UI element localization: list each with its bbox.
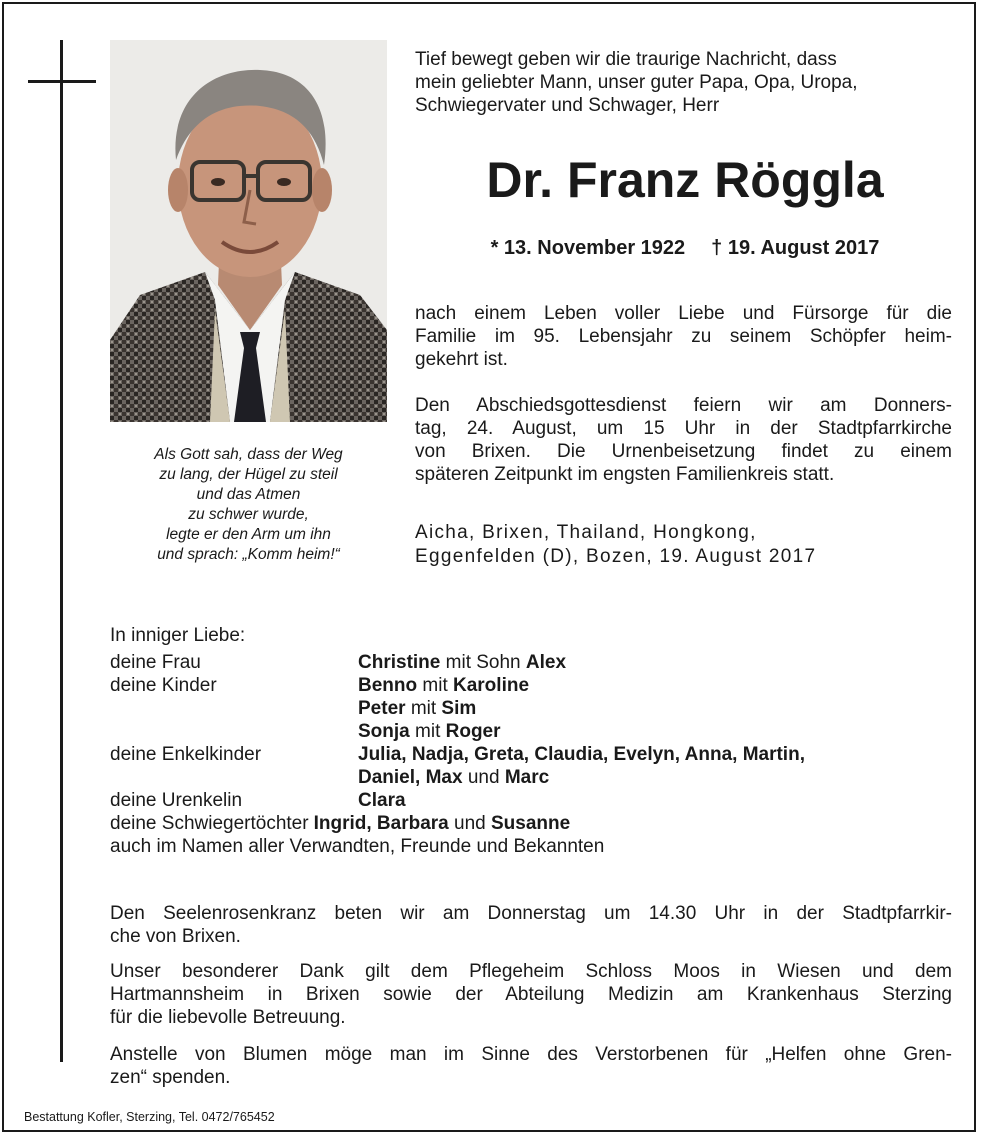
family-list bbox=[110, 624, 970, 858]
poem-line: und das Atmen bbox=[196, 486, 301, 503]
family-heading: In inniger Liebe: bbox=[110, 625, 246, 646]
intro-line: mein geliebter Mann, unser guter Papa, Opa, Uropa, bbox=[415, 72, 858, 93]
birth-date: * 13. November 1922 bbox=[490, 237, 686, 259]
paragraph-line: Den Abschiedsgottesdienst feiern wir am Donners- bbox=[415, 395, 952, 416]
paragraph-service bbox=[415, 394, 952, 486]
family-row bbox=[110, 720, 970, 743]
relation-names: Daniel, Max und Marc bbox=[358, 767, 550, 788]
notice-line: Unser besonderer Dank gilt dem Pflegeheim Schloss Moos in Wiesen und dem bbox=[110, 961, 952, 982]
paragraph-line: Familie im 95. Lebensjahr zu seinem Schöpfer heim- bbox=[415, 326, 952, 347]
notice-line: Den Seelenrosenkranz beten wir am Donnerstag um 14.30 Uhr in der Stadtpfarrkir- bbox=[110, 903, 952, 924]
paragraph-life bbox=[415, 302, 952, 371]
relation-names: Julia, Nadja, Greta, Claudia, Evelyn, Anna, Martin, bbox=[358, 744, 805, 765]
paragraph-line: von Brixen. Die Urnenbeisetzung findet zu einem bbox=[415, 441, 952, 462]
notice-line: che von Brixen. bbox=[110, 926, 241, 947]
poem-line: legte er den Arm um ihn bbox=[166, 526, 331, 543]
relation-names: Ingrid, Barbara und Susanne bbox=[313, 813, 571, 834]
death-date: † 19. August 2017 bbox=[711, 237, 880, 259]
rosary-notice bbox=[110, 902, 952, 948]
life-dates bbox=[415, 236, 955, 260]
relation-label: deine Schwiegertöchter bbox=[110, 813, 309, 834]
paragraph-line: tag, 24. August, um 15 Uhr in der Stadtpfarrkirche bbox=[415, 418, 952, 439]
intro-line: Schwiegervater und Schwager, Herr bbox=[415, 95, 720, 116]
places-line: Eggenfelden (D), Bozen, 19. August 2017 bbox=[415, 546, 817, 567]
paragraph-line: nach einem Leben voller Liebe und Fürsorge für die bbox=[415, 303, 952, 324]
notice-line: für die liebevolle Betreuung. bbox=[110, 1007, 346, 1028]
poem-line: zu lang, der Hügel zu steil bbox=[159, 466, 338, 483]
cross-icon-vertical bbox=[60, 40, 63, 1062]
intro-line: Tief bewegt geben wir die traurige Nachricht, dass bbox=[415, 49, 837, 70]
funeral-home-footer: Bestattung Kofler, Sterzing, Tel. 0472/765452 bbox=[24, 1110, 275, 1124]
deceased-name: Dr. Franz Röggla bbox=[486, 152, 884, 208]
paragraph-line: späteren Zeitpunkt im engsten Familienkreis statt. bbox=[415, 464, 835, 485]
notice-line: Hartmannsheim in Brixen sowie der Abteilung Medizin am Krankenhaus Sterzing bbox=[110, 984, 952, 1005]
family-row bbox=[110, 651, 970, 674]
family-row bbox=[110, 697, 970, 720]
places-line: Aicha, Brixen, Thailand, Hongkong, bbox=[415, 522, 757, 543]
family-row bbox=[110, 812, 970, 835]
relation-label: deine Kinder bbox=[110, 675, 217, 696]
notice-line: zen“ spenden. bbox=[110, 1067, 231, 1088]
family-closing: auch im Namen aller Verwandten, Freunde und Bekannten bbox=[110, 836, 605, 857]
family-row bbox=[110, 789, 970, 812]
relation-label: deine Enkelkinder bbox=[110, 744, 262, 765]
family-row bbox=[110, 766, 970, 789]
intro-text bbox=[415, 48, 955, 117]
relation-names: Benno mit Karoline bbox=[358, 675, 530, 696]
relation-names: Christine mit Sohn Alex bbox=[358, 652, 567, 673]
poem-line: und sprach: „Komm heim!“ bbox=[157, 546, 340, 563]
paragraph-line: gekehrt ist. bbox=[415, 349, 508, 370]
relation-label: deine Frau bbox=[110, 652, 201, 673]
places-and-date bbox=[415, 521, 865, 569]
donation-notice bbox=[110, 1043, 952, 1089]
relation-label: deine Urenkelin bbox=[110, 790, 243, 811]
poem bbox=[110, 445, 387, 565]
relation-names: Sonja mit Roger bbox=[358, 721, 501, 742]
poem-line: zu schwer wurde, bbox=[188, 506, 309, 523]
poem-line: Als Gott sah, dass der Weg bbox=[154, 446, 343, 463]
notice-line: Anstelle von Blumen möge man im Sinne des Verstorbenen für „Helfen ohne Gren- bbox=[110, 1044, 952, 1065]
family-row bbox=[110, 743, 970, 766]
cross-icon-horizontal bbox=[28, 80, 96, 83]
portrait-photo bbox=[110, 40, 387, 422]
family-row bbox=[110, 674, 970, 697]
thanks-notice bbox=[110, 960, 952, 1029]
relation-names: Peter mit Sim bbox=[358, 698, 477, 719]
relation-names: Clara bbox=[358, 790, 406, 811]
